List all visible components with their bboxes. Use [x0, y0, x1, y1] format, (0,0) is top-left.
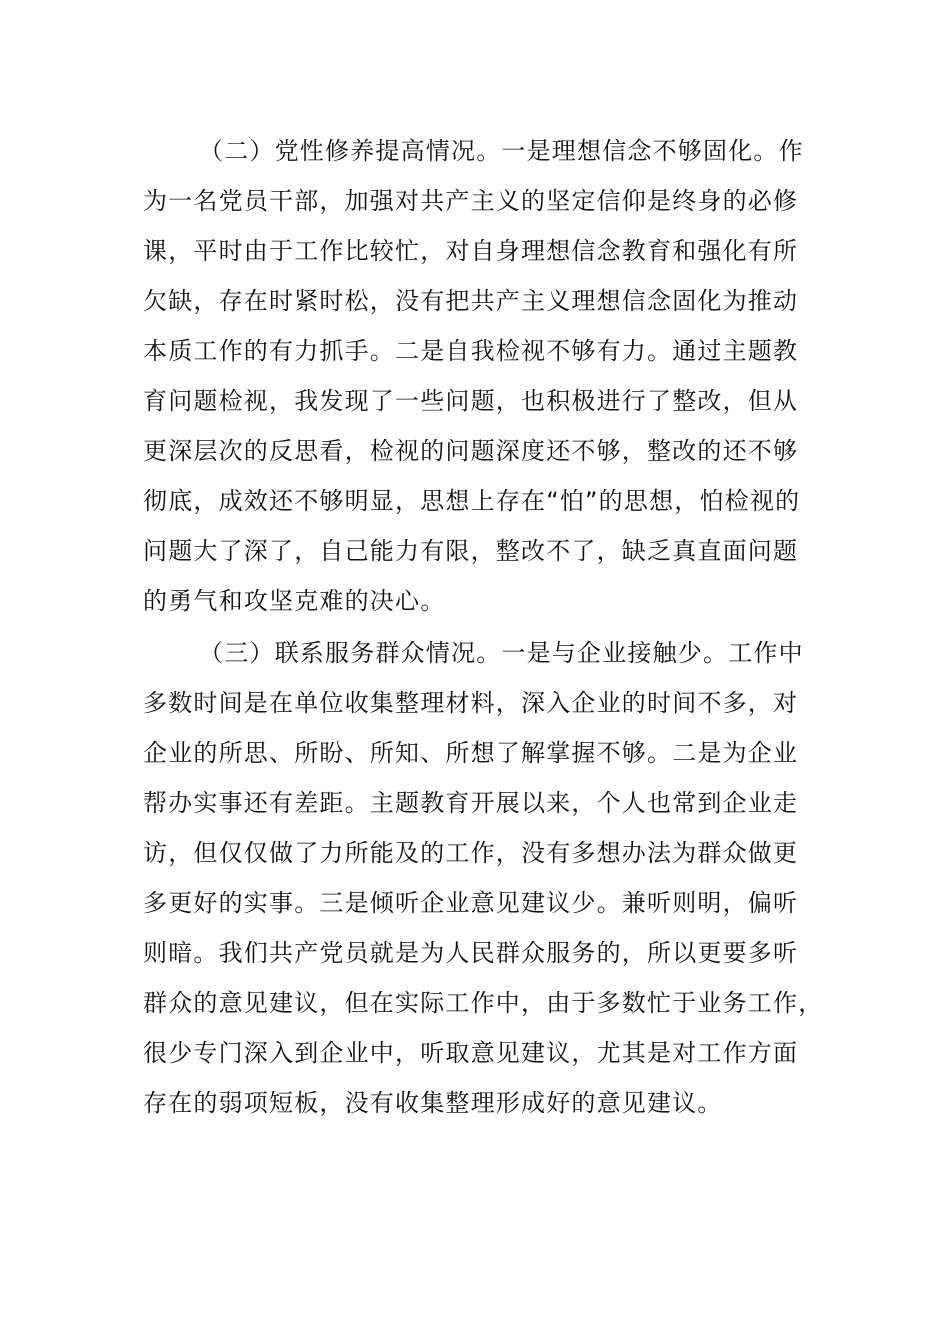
- text-line: 帮办实事还有差距。主题教育开展以来，个人也常到企业走: [143, 789, 799, 817]
- paragraph-serving-masses: [143, 628, 823, 1128]
- text-line: （二）党性修养提高情况。一是理想信念不够固化。作: [199, 137, 804, 165]
- text-line: 则暗。我们共产党员就是为人民群众服务的，所以更要多听: [143, 939, 799, 967]
- text-line: 很少专门深入到企业中，听取意见建议，尤其是对工作方面: [143, 1039, 799, 1067]
- text-line: 为一名党员干部，加强对共产主义的坚定信仰是终身的必修: [143, 187, 799, 215]
- text-line: 存在的弱项短板，没有收集整理形成好的意见建议。: [143, 1089, 723, 1117]
- text-line: 问题大了深了，自己能力有限，整改不了，缺乏真直面问题: [143, 537, 799, 565]
- text-line: 更深层次的反思看，检视的问题深度还不够，整改的还不够: [143, 437, 799, 465]
- text-line: 育问题检视，我发现了一些问题，也积极进行了整改，但从: [143, 387, 799, 415]
- text-line: 多数时间是在单位收集整理材料，深入企业的时间不多，对: [143, 689, 799, 717]
- text-line: 彻底，成效还不够明显，思想上存在“怕”的思想，怕检视的: [143, 487, 801, 515]
- text-line: 本质工作的有力抓手。二是自我检视不够有力。通过主题教: [143, 337, 799, 365]
- text-line: 的勇气和攻坚克难的决心。: [143, 587, 446, 615]
- text-line: （三）联系服务群众情况。一是与企业接触少。工作中: [199, 639, 804, 667]
- text-line: 群众的意见建议，但在实际工作中，由于多数忙于业务工作，: [143, 989, 824, 1017]
- text-line: 访，但仅仅做了力所能及的工作，没有多想办法为群众做更: [143, 839, 799, 867]
- text-line: 企业的所思、所盼、所知、所想了解掌握不够。二是为企业: [143, 739, 799, 767]
- text-line: 多更好的实事。三是倾听企业意见建议少。兼听则明，偏听: [143, 889, 799, 917]
- text-line: 欠缺，存在时紧时松，没有把共产主义理想信念固化为推动: [143, 287, 799, 315]
- paragraph-party-spirit: [143, 126, 823, 626]
- text-line: 课，平时由于工作比较忙，对自身理想信念教育和强化有所: [143, 237, 799, 265]
